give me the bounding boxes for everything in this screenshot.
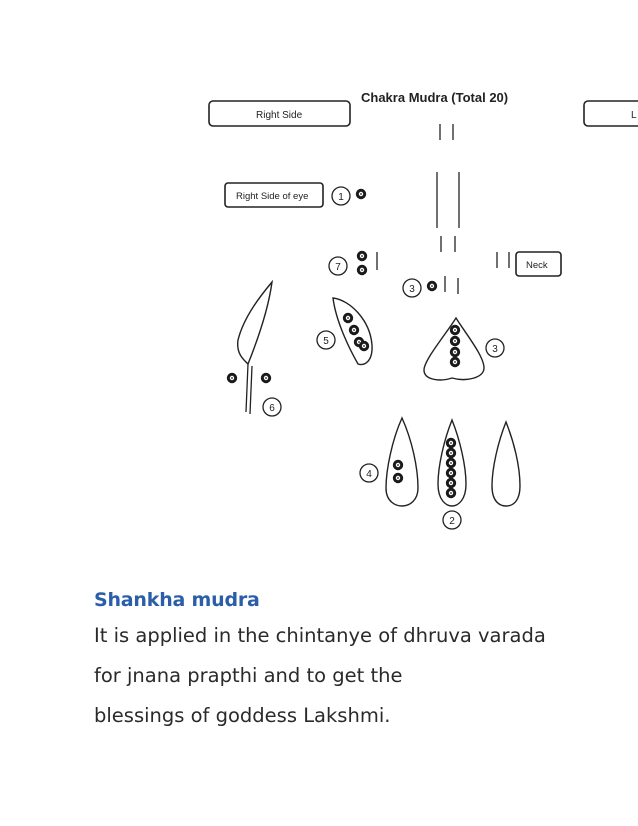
section-heading: Shankha mudra bbox=[94, 589, 260, 611]
marker-5-number: 5 bbox=[323, 336, 329, 347]
shape-empty-drop bbox=[492, 422, 520, 506]
shape-5 bbox=[317, 298, 372, 364]
marker-2-number: 2 bbox=[449, 516, 455, 527]
neck-label-box bbox=[516, 252, 561, 276]
left-side-label-box bbox=[584, 101, 638, 126]
right-side-of-eye-label: Right Side of eye bbox=[236, 191, 309, 202]
neck-label: Neck bbox=[526, 260, 548, 271]
left-side-label: L bbox=[631, 110, 637, 121]
shape-3 bbox=[424, 318, 504, 380]
shape-4 bbox=[360, 418, 418, 506]
diagram-title: Chakra Mudra (Total 20) bbox=[361, 90, 509, 105]
marker-7-number: 7 bbox=[335, 262, 341, 273]
shape-6 bbox=[227, 282, 281, 416]
paragraph-line-2: for jnana prapthi and to get the bbox=[94, 664, 403, 687]
marker-6-number: 6 bbox=[269, 403, 275, 414]
right-side-label: Right Side bbox=[256, 110, 303, 121]
marker-3-number: 3 bbox=[492, 344, 498, 355]
right-side-of-eye-box bbox=[225, 183, 323, 207]
marker-3-top-number: 3 bbox=[409, 284, 415, 295]
marker-7 bbox=[329, 251, 367, 275]
paragraph-line-3: blessings of goddess Lakshmi. bbox=[94, 704, 391, 727]
marker-1-number: 1 bbox=[338, 192, 344, 203]
paragraph-line-1: It is applied in the chintanye of dhruva varada bbox=[94, 624, 546, 647]
right-side-label-box bbox=[209, 101, 350, 126]
marker-4-number: 4 bbox=[366, 469, 372, 480]
vertical-lines bbox=[377, 124, 509, 294]
marker-1 bbox=[332, 187, 366, 205]
marker-3-top bbox=[403, 279, 437, 297]
shape-2 bbox=[438, 420, 466, 529]
